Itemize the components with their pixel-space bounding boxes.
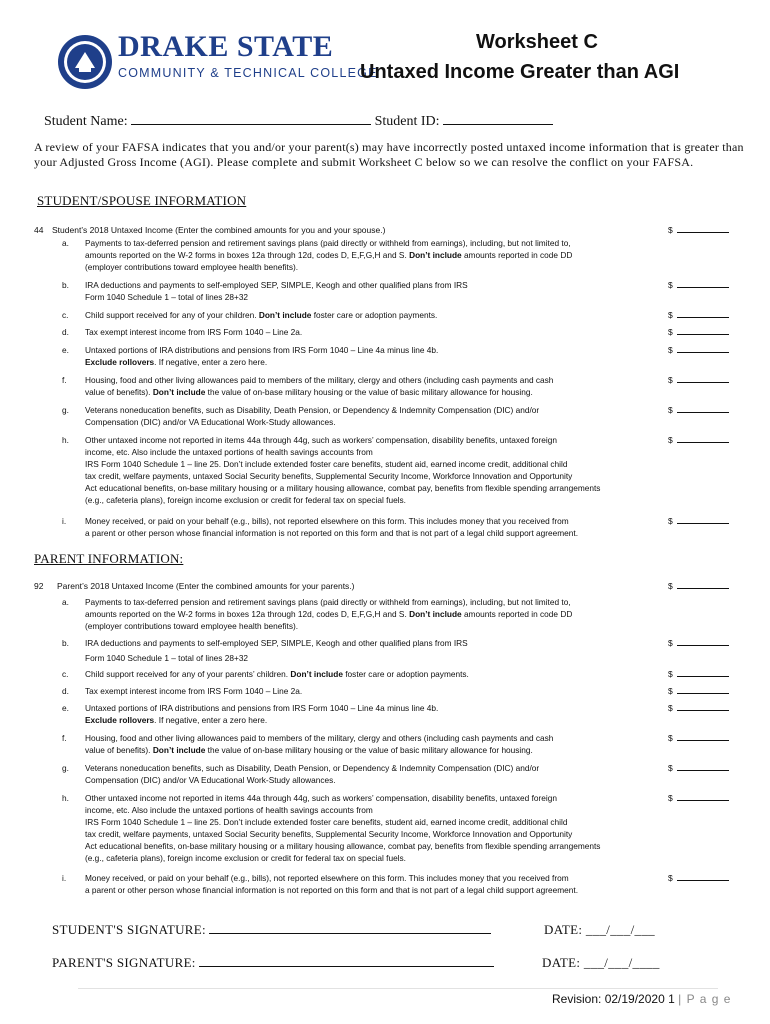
item-text: Tax exempt interest income from IRS Form 1040 – Line 2a. [85, 686, 303, 696]
page-number: 1 [668, 992, 675, 1006]
student-date-line [544, 922, 655, 938]
revision-date: Revision: 02/19/2020 [552, 992, 665, 1006]
item-letter: a. [62, 597, 69, 607]
student-id-label: Student ID: [374, 114, 440, 129]
student-id-field[interactable] [443, 113, 553, 125]
parent-date-line [542, 955, 660, 971]
parent-section-heading: PARENT INFORMATION: [34, 551, 184, 566]
student-info-line [44, 113, 553, 130]
item-letter: d. [62, 686, 69, 696]
college-name: DRAKE STATE [118, 30, 334, 63]
item-text: Money received, or paid on your behalf (e.g., bills), not reported elsewhere on this form. This includes money that you received from a parent or other person whose financial information is not reported on this form and that is not part of a legal child support agreement. [85, 516, 579, 538]
item-text: Tax exempt interest income from IRS Form 1040 – Line 2a. [85, 327, 303, 337]
item-text: Other untaxed income not reported in items 44a through 44g, such as workers’ compensation, disability benefits, untaxed foreign income, etc. Also include the untaxed portions of health savings accounts from IRS Form 1040 Schedule 1 – line 25. Don’t include extended foster care benefits, student aid, earned income credit, additional child tax credit, welfare payments, untaxed Social Security benefits, Supplemental Security Income, Workforce Innovation and Opportunity Act educational benefits, on-base military housing or a military housing allowance, combat pay, benefits from flexible spending arrangements (e.g., cafeteria plans), foreign income exclusion or credit for federal tax on special fuels. [85, 793, 601, 863]
item-text: Payments to tax-deferred pension and retirement savings plans (paid directly or withheld from earnings), including, but not limited to, amounts reported on the W-2 forms in boxes 12a through 12d, codes D, E,F,G,H and S. Don’t include amounts reported in code DD (employer contributions toward employee health benefits). [85, 238, 573, 272]
amount-field[interactable]: $ [668, 762, 729, 774]
item-letter: f. [62, 733, 67, 743]
item-letter: g. [62, 405, 69, 415]
item-text: Child support received for any of your children. Don’t include foster care or adoption payments. [85, 310, 438, 320]
amount-field[interactable]: $ [668, 404, 729, 416]
amount-field[interactable]: $ [668, 792, 729, 804]
student-name-field[interactable] [131, 113, 371, 125]
student-date-field[interactable]: ___/___/___ [585, 922, 655, 937]
intro-paragraph: A review of your FAFSA indicates that you and/or your parent(s) may have incorrectly posted untaxed income information that is greater than your Adjusted Gross Income (AGI). Please complete and submit Worksheet C below so we can resolve the conflict on your FAFSA. [34, 140, 744, 169]
item-letter: i. [62, 516, 67, 526]
parent-date-field[interactable]: ___/___/____ [583, 955, 660, 970]
parent-signature-line [52, 955, 494, 971]
item-letter: d. [62, 327, 69, 337]
amount-field[interactable]: $ [668, 702, 729, 714]
parent-signature-field[interactable] [199, 955, 494, 967]
parent-date-label: DATE: [542, 955, 581, 970]
student-signature-field[interactable] [209, 922, 491, 934]
amount-field[interactable]: $ [668, 344, 729, 356]
item-text: Other untaxed income not reported in items 44a through 44g, such as workers’ compensation, disability benefits, untaxed foreign income, etc. Also include the untaxed portions of health savings accounts from IRS Form 1040 Schedule 1 – line 25. Don’t include extended foster care benefits, student aid, earned income credit, additional child tax credit, welfare payments, untaxed Social Security benefits, Supplemental Security Income, Workforce Innovation and Opportunity Act educational benefits, on-base military housing or a military housing allowance, combat pay, benefits from flexible spending arrangements (e.g., cafeteria plans), foreign income exclusion or credit for federal tax on special fuels. [85, 435, 601, 505]
item-text: Housing, food and other living allowances paid to members of the military, clergy and others (including cash payments and cash value of benefits). Don’t include the value of on-base military housing or the value of basic military allowance for housing. [85, 375, 554, 397]
item-letter: b. [62, 280, 69, 290]
item-text: Child support received for any of your parents’ children. Don’t include foster care or adoption payments. [85, 669, 469, 679]
item-text: IRA deductions and payments to self-employed SEP, SIMPLE, Keogh and other qualified plans from IRS Form 1040 Schedule 1 – total of lines 28+32 [85, 280, 468, 302]
item-letter: a. [62, 238, 69, 248]
amount-field[interactable]: $ [668, 279, 729, 291]
amount-field[interactable]: $ [668, 224, 729, 236]
item-letter: i. [62, 873, 67, 883]
amount-field[interactable]: $ [668, 434, 729, 446]
page-footer [552, 992, 731, 1006]
amount-field[interactable]: $ [668, 326, 729, 338]
item-letter: g. [62, 763, 69, 773]
student-signature-label: STUDENT'S SIGNATURE: [52, 922, 206, 937]
amount-field[interactable]: $ [668, 685, 729, 697]
item-letter: b. [62, 638, 69, 648]
question-text: Student’s 2018 Untaxed Income (Enter the combined amounts for you and your spouse.) [52, 225, 386, 235]
parent-signature-label: PARENT'S SIGNATURE: [52, 955, 196, 970]
item-letter: c. [62, 669, 69, 679]
question-text: Parent’s 2018 Untaxed Income (Enter the combined amounts for your parents.) [57, 581, 355, 591]
item-letter: h. [62, 793, 69, 803]
item-text: Veterans noneducation benefits, such as Disability, Death Pension, or Dependency & Indemnity Compensation (DIC) and/or Compensation (DIC) and/or VA Educational Work-Study allowances. [85, 763, 540, 785]
item-letter: h. [62, 435, 69, 445]
student-items [0, 224, 770, 544]
student-signature-line [52, 922, 491, 938]
amount-field[interactable]: $ [668, 732, 729, 744]
amount-field[interactable]: $ [668, 637, 729, 649]
footer-divider [78, 988, 718, 989]
student-date-label: DATE: [544, 922, 583, 937]
question-number: 92 [34, 581, 44, 591]
item-text: Payments to tax-deferred pension and retirement savings plans (paid directly or withheld from earnings), including, but not limited to, amounts reported on the W-2 forms in boxes 12a through 12d, codes D, E,F,G,H and S. Don’t include amounts reported in code DD (employer contributions toward employee health benefits). [85, 597, 573, 631]
item-text: Veterans noneducation benefits, such as Disability, Death Pension, or Dependency & Indemnity Compensation (DIC) and/or Compensation (DIC) and/or VA Educational Work-Study allowances. [85, 405, 540, 427]
college-subtitle: COMMUNITY & TECHNICAL COLLEGE [118, 66, 378, 80]
amount-field[interactable]: $ [668, 309, 729, 321]
college-seal-logo [57, 34, 113, 90]
item-letter: e. [62, 703, 69, 713]
item-text: Untaxed portions of IRA distributions and pensions from IRS Form 1040 – Line 4a minus line 4b. Exclude rollovers. If negative, enter a zero here. [85, 703, 439, 725]
item-text: IRA deductions and payments to self-employed SEP, SIMPLE, Keogh and other qualified plans from IRS Form 1040 Schedule 1 – total of lines 28+32 [85, 638, 468, 663]
item-text: Housing, food and other living allowances paid to members of the military, clergy and others (including cash payments and cash value of benefits). Don’t include the value of on-base military housing or the value of basic military allowance for housing. [85, 733, 554, 755]
item-text: Untaxed portions of IRA distributions and pensions from IRS Form 1040 – Line 4a minus line 4b. Exclude rollovers. If negative, enter a zero here. [85, 345, 439, 367]
worksheet-title: Worksheet C [476, 31, 598, 53]
item-letter: e. [62, 345, 69, 355]
question-number: 44 [34, 225, 44, 235]
student-section-heading: STUDENT/SPOUSE INFORMATION [37, 193, 247, 208]
item-text: Money received, or paid on your behalf (e.g., bills), not reported elsewhere on this form. This includes money that you received from a parent or other person whose financial information is not reported on this form and that is not part of a legal child support agreement. [85, 873, 579, 895]
amount-field[interactable]: $ [668, 872, 729, 884]
amount-field[interactable]: $ [668, 580, 729, 592]
item-letter: c. [62, 310, 69, 320]
page-word: | P a g e [678, 992, 732, 1006]
amount-field[interactable]: $ [668, 668, 729, 680]
amount-field[interactable]: $ [668, 515, 729, 527]
student-name-label: Student Name: [44, 114, 128, 129]
item-letter: f. [62, 375, 67, 385]
worksheet-subtitle: Untaxed Income Greater than AGI [360, 61, 680, 83]
amount-field[interactable]: $ [668, 374, 729, 386]
parent-items [0, 580, 770, 900]
